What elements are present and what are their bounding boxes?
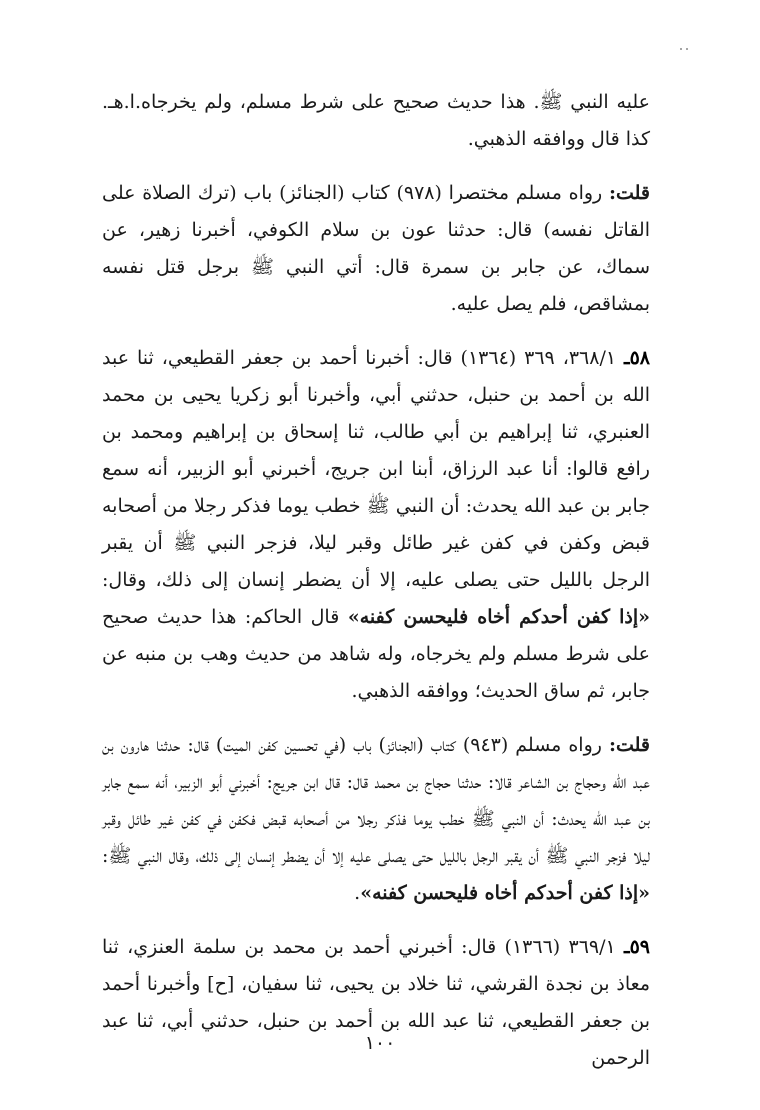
paragraph-note-2	[102, 727, 650, 912]
hadith-text-end: قال الحاكم: هذا حديث صحيح على شرط مسلم ولم يخرجاه، وله شاهد من حديث وهب بن منبه عن جابر، ثم ساق الحديث؛ ووافقه الذهبي.	[102, 606, 650, 702]
scan-speck	[686, 48, 688, 50]
continuation-text: عليه النبي ﷺ. هذا حديث صحيح على شرط مسلم، ولم يخرجاه.ا.هـ. كذا قال ووافقه الذهبي.	[102, 91, 650, 150]
paragraph-note-1	[102, 175, 650, 323]
paragraph-continuation	[102, 84, 650, 158]
hadith-text: ٣٦٩/١ (١٣٦٦) قال: أخبرني أحمد بن محمد بن سلمة العنزي، ثنا معاذ بن نجدة القرشي، ثنا خلاد بن يحيى، ثنا سفيان، [ح] وأخبرنا أحمد بن جعفر القطيعي، ثنا عبد الله بن أحمد بن حنبل، حدثني أبي، ثنا عبد الرحمن	[102, 936, 650, 1069]
hadith-text: ٣٦٨/١، ٣٦٩ (١٣٦٤) قال: أخبرنا أحمد بن جعفر القطيعي، ثنا عبد الله بن أحمد بن حنبل، حدثني أبي، وأخبرنا أبو زكريا يحيى بن محمد العنبري، ثنا إبراهيم بن أبي طالب، ثنا إسحاق بن إبراهيم ومحمد بن رافع قالوا: أنا عبد الرزاق، أبنا ابن جريج، أخبرني أبو الزبير، أنه سمع جابر بن عبد الله يحدث: أن النبي ﷺ خطب يوما فذكر رجلا من أصحابه قبض وكفن في كفن غير طائل وقبر ليلا، فزجر النبي ﷺ أن يقبر الرجل بالليل حتى يصلى عليه، إلا أن يضطر إنسان إلى ذلك، وقال:	[102, 347, 650, 591]
page-body	[102, 84, 650, 1077]
paragraph-hadith-59	[102, 929, 650, 1077]
hadith-quote: «إذا كفن أحدكم أخاه فليحسن كفنه»	[347, 606, 651, 628]
paragraph-hadith-58	[102, 340, 650, 710]
note-text-end: .	[354, 882, 361, 904]
note-lead: قلت:	[608, 734, 650, 756]
hadith-number: ٥٩ـ	[624, 936, 651, 958]
note-lead: قلت:	[608, 182, 650, 204]
note-text: رواه مسلم مختصرا (٩٧٨) كتاب (الجنائز) باب (ترك الصلاة على القاتل نفسه) قال: حدثنا عون بن سلام الكوفي، أخبرنا زهير، عن سماك، عن جابر بن سمرة قال: أتي النبي ﷺ برجل قتل نفسه بمشاقص، فلم يصل عليه.	[102, 182, 651, 315]
note-quote: «إذا كفن أحدكم أخاه فليحسن كفنه»	[360, 882, 650, 904]
scan-speck	[680, 48, 682, 50]
page-number: ١٠٠	[364, 1032, 396, 1054]
note-text: رواه مسلم (٩٤٣) كتاب (الجنائز) باب (في تحسين كفن الميت) قال: حدثنا هارون بن عبد الله وحجاج بن الشاعر قالا: حدثنا حجاج بن محمد قال: قال ابن جريج: أخبرني أبو الزبير، أنه سمع جابر بن عبد الله يحدث: أن النبي ﷺ خطب يوما فذكر رجلا من أصحابه قبض فكفن في كفن غير طائل وقبر ليلا فزجر النبي ﷺ أن يقبر الرجل بالليل حتى يصلى عليه إلا أن يضطر إنسان إلى ذلك، وقال النبي ﷺ:	[102, 734, 650, 867]
hadith-number: ٥٨ـ	[624, 347, 650, 369]
